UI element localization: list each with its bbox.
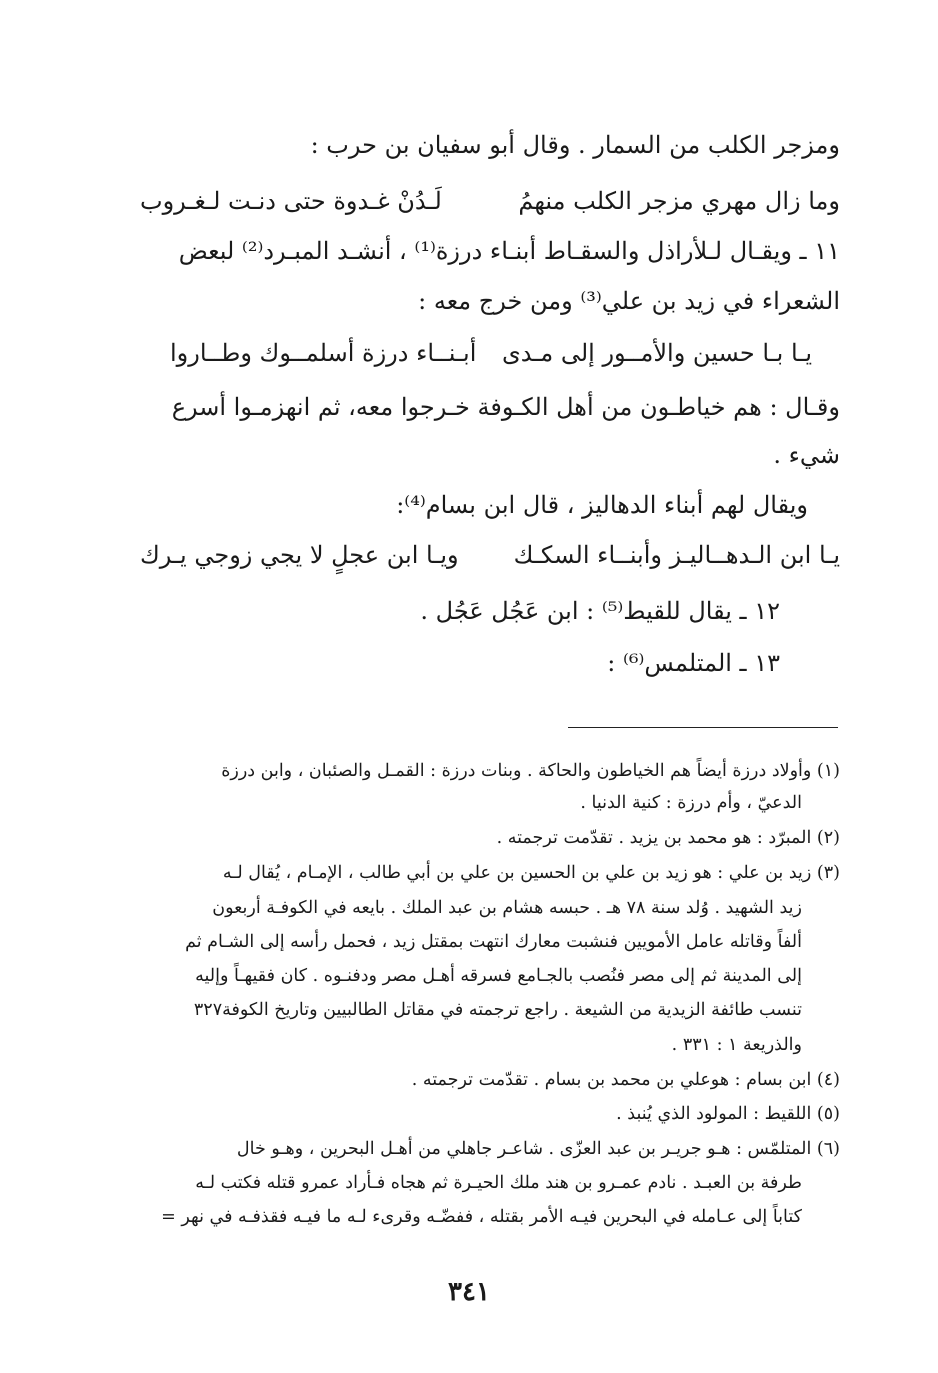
intro-line: ومزجر الكلب من السمار . وقال أبو سفيان بن حرب :	[310, 131, 840, 159]
footnote-3-line-4: إلى المدينة ثم إلى مصر فنُصب بالجـامع فسرقه أهـل مصر ودفنـوه . كان فقيهـاً وإليه	[195, 966, 802, 986]
footnote-1-line-1: (١) وأولاد درزة أيضاً هم الخياطون والحاكة . وبنات درزة : القمـل والصئبان ، وابن درزة	[221, 761, 840, 781]
footnote-2: (٢) المبرّد : هو محمد بن يزيد . تقدّمت ترجمته .	[496, 828, 840, 848]
footnote-3-line-6: والذريعة ١ : ٣٣١ .	[671, 1035, 802, 1055]
paragraph-13: ١٣ ـ المتلمس⁽⁶⁾ :	[607, 649, 780, 677]
footnote-3-line-5: تنسب طائفة الزيدية من الشيعة . راجع ترجمته في مقاتل الطالبيين وتاريخ الكوفة٣٢٧	[193, 1000, 802, 1020]
footnote-4: (٤) ابن بسام : هوعلي بن محمد بن بسام . تقدّمت ترجمته .	[411, 1070, 840, 1090]
page-number: ٣٤١	[448, 1277, 490, 1307]
said-line-1: وقـال : هم خياطـون من أهل الكـوفة خـرجوا معه، ثم انهزمـوا أسرع	[171, 393, 840, 421]
verse-2-first-hemistich: يـا بـا حسين والأمــور إلى مـدى	[501, 339, 812, 367]
verse-3	[140, 540, 840, 572]
footnote-6-line-2: طرفة بن العبـد . نادم عمـرو بن هند ملك الحيـرة ثم هجاه فـأراد عمرو قتله فكتب لـه	[195, 1173, 802, 1193]
verse-3-second-hemistich: ويـا ابن عجلٍ لا يجي زوجي يـرك	[140, 541, 459, 569]
verse-2-second-hemistich: أبـنــاء درزة أسلمــوك وطــاروا	[170, 339, 477, 367]
footnote-separator	[568, 727, 838, 728]
called-line: ويقال لهم أبناء الدهاليز ، قال ابن بسام⁽⁴⁾:	[396, 491, 808, 519]
footnote-5: (٥) اللقيط : المولود الذي يُنبذ .	[616, 1104, 840, 1124]
footnote-1-line-2: الدعيّ ، وأم درزة : كنية الدنيا .	[580, 793, 802, 813]
footnote-3-line-2: زيد الشهيد . وُلد سنة ٧٨ هـ . حبسه هشام بن عبد الملك . بايعه في الكوفـة أربعون	[212, 898, 802, 918]
paragraph-12: ١٢ ـ يقال للقيط⁽⁵⁾ : ابن عَجُل عَجُل .	[420, 597, 780, 625]
verse-1-first-hemistich: وما زال مهري مزجر الكلب منهمُ	[518, 187, 840, 215]
footnote-3-line-1: (٣) زيد بن علي : هو زيد بن علي بن الحسين بن علي بن أبي طالب ، الإمـام ، يُقال لـه	[222, 863, 840, 883]
paragraph-11-line-1: ١١ ـ ويقـال لـلأراذل والسقـاط أبنـاء درزة⁽¹⁾ ، أنشـد المبـرد⁽²⁾ لبعض	[178, 237, 840, 265]
verse-2	[170, 338, 812, 370]
footnote-6-line-3: كتاباً إلى عـامله في البحرين فيـه الأمر بقتله ، ففضّـه وقرىء لـه ما فيـه فقذفـه في نهر =	[161, 1207, 802, 1227]
verse-3-first-hemistich: يـا ابن الـدهــاليـز وأبنــاء السكـك	[513, 541, 840, 569]
said-line-2: شيء .	[773, 441, 840, 469]
verse-1	[140, 186, 840, 218]
footnote-6-line-1: (٦) المتلمّس : هـو جريـر بن عبد العزّى . شاعـر جاهلي من أهـل البحرين ، وهـو خال	[236, 1139, 840, 1159]
footnote-3-line-3: ألفاً وقاتله عامل الأمويين فنشبت معارك انتهت بمقتل زيد ، فحمل رأسه إلى الشـام ثم	[185, 932, 802, 952]
paragraph-11-line-2: الشعراء في زيد بن علي⁽³⁾ ومن خرج معه :	[418, 287, 840, 315]
verse-1-second-hemistich: لَـدُنْ غـدوة حتى دنـت لـغـروب	[140, 187, 442, 215]
